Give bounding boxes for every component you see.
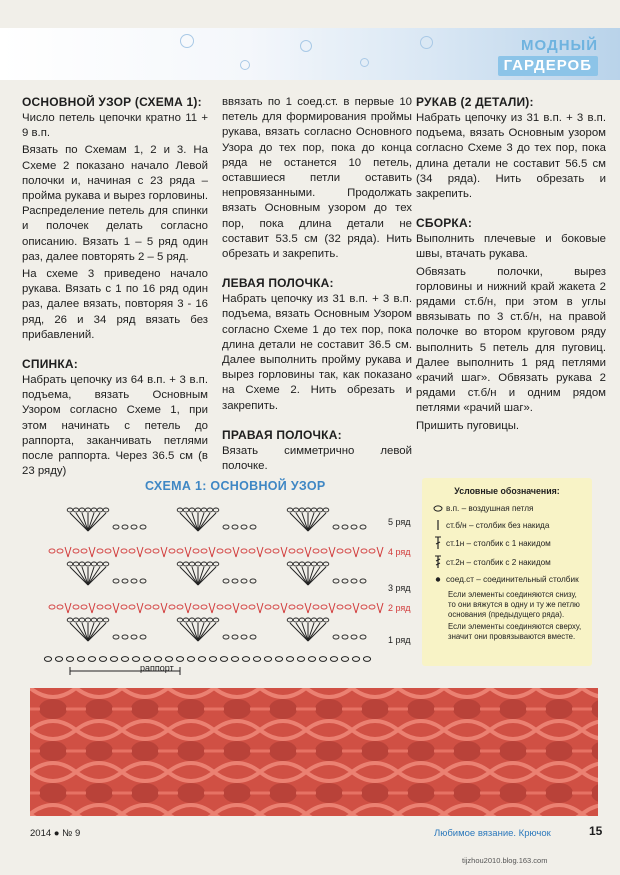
text-column-3 <box>416 95 606 434</box>
scheme-title: СХЕМА 1: ОСНОВНОЙ УЗОР <box>145 479 326 493</box>
legend-box <box>422 478 592 666</box>
repeat-label: раппорт <box>140 663 174 673</box>
heading-assembly: СБОРКА: <box>416 216 473 231</box>
paragraph: Вязать по Схемам 1, 2 и 3. На Схеме 2 показано начало Левой полочки и, начиная с 23 ряда – пройма рукава и вырез горловины. Распределение петель для спинки и полочек делать согласно описанию. Вязать 1 – 5 ряд один раз, далее повторять 2 – 5 ряд. <box>22 144 208 263</box>
paragraph: Обвязать полочки, вырез горловины и нижний край жакета 2 рядами ст.б/н, при этом в углы ввязывать по 3 ст.б/н, на правой полочке во втором круговом ряду выполнить 5 петель для пуговиц. Далее выполнить 1 ряд петлями «рачий шаг». Обвязать рукава 2 рядами ст.б/н и одним рядом петлями «рачий шаг». <box>416 265 606 415</box>
legend-item: в.п. – воздушная петля <box>430 503 584 514</box>
issue-label: 2014 ● № 9 <box>30 828 81 839</box>
heading-right-front: ПРАВАЯ ПОЛОЧКА: <box>222 427 342 442</box>
row-label-2: 2 ряд <box>388 603 411 613</box>
paragraph: Вязать симметрично левой полочке. <box>222 444 412 473</box>
double-crochet-icon <box>430 536 446 550</box>
page-number: 15 <box>589 824 603 838</box>
row-label-1: 1 ряд <box>388 635 411 645</box>
section-tag <box>498 36 598 76</box>
heading-back: СПИНКА: <box>22 357 78 372</box>
row-label-5: 5 ряд <box>388 517 411 527</box>
text-column-1 <box>22 95 208 479</box>
paragraph: Набрать цепочку из 64 в.п. + 3 в.п. подъема, вязать Основным Узором согласно Схеме 1, при этом начинать с петель до раппорта, заканчивать петлями после раппорта. Через 36.5 см (в 23 ряду) <box>22 374 208 478</box>
section-tag-line2: ГАРДЕРОБ <box>498 56 598 76</box>
text-column-2 <box>222 95 412 474</box>
heading-left-front: ЛЕВАЯ ПОЛОЧКА: <box>222 276 334 291</box>
chain-stitch-icon <box>430 505 446 512</box>
legend-item: ст.2н – столбик с 2 накидом <box>430 555 584 569</box>
paragraph: Набрать цепочку из 31 в.п. + 3 в.п. подъема, вязать Основным узором согласно Схеме 3 до тех пор, пока длина детали не составит 56.5 см (34 ряда). Нить обрезать и закрепить. <box>416 112 606 201</box>
paragraph: Набрать цепочку из 31 в.п. + 3 в.п. подъема, вязать Основным Узором согласно Схеме 1 до тех пор, пока длина детали не составит 36.5 см. Далее выполнить пройму рукава и вырез горловины так, как показано на Схеме 2. Нить обрезать и закрепить. <box>222 293 412 412</box>
legend-note-1: Если элементы соединяются снизу, то они вяжутся в одну и ту же петлю основания (предыдущего ряда). <box>448 590 580 619</box>
watermark: tijzhou2010.blog.163.com <box>462 856 548 865</box>
magazine-name: Любимое вязание. Крючок <box>434 828 551 839</box>
slip-stitch-icon <box>430 576 446 583</box>
heading-main-pattern: ОСНОВНОЙ УЗОР (СХЕМА 1): <box>22 95 202 109</box>
legend-note-2: Если элементы соединяются сверху, значит они провязываются вместе. <box>448 622 582 641</box>
section-tag-line1: МОДНЫЙ <box>521 37 598 54</box>
single-crochet-icon <box>430 519 446 531</box>
yarn-texture <box>30 688 598 816</box>
heading-sleeve: РУКАВ (2 ДЕТАЛИ): <box>416 95 534 109</box>
paragraph: Пришить пуговицы. <box>416 419 520 432</box>
row-label-4: 4 ряд <box>388 547 411 557</box>
legend-item: ст.1н – столбик с 1 накидом <box>430 536 584 550</box>
crochet-sample-photo <box>30 688 598 816</box>
row-label-3: 3 ряд <box>388 583 411 593</box>
crochet-chart <box>40 495 412 677</box>
legend-item: соед.ст – соединительный столбик <box>430 574 584 585</box>
treble-crochet-icon <box>430 555 446 569</box>
paragraph: Число петель цепочки кратно 11 + 9 в.п. <box>22 112 208 140</box>
chart-diagram <box>40 495 412 677</box>
legend-item: ст.б/н – столбик без накида <box>430 519 584 531</box>
paragraph: Выполнить плечевые и боковые швы, втачать рукава. <box>416 233 606 261</box>
paragraph: На схеме 3 приведено начало рукава. Вязать с 1 по 16 ряд один раз, далее вязать, повторяя 3 - 16 ряд, 26 и 34 ряд вязать без прибавлений. <box>22 268 208 341</box>
legend-title: Условные обозначения: <box>454 486 560 496</box>
paragraph: ввязать по 1 соед.ст. в первые 10 петель для формирования проймы рукава, вязать согласно Основного Узора до тех пор, пока до конца ряда не останется 10 петель, оставшиеся петли оставить непровязанными. Продолжать вязать Основным узором до тех пор, пока длина детали не составит 53.5 см (32 ряда). Нить обрезать и закрепить. <box>222 96 412 261</box>
